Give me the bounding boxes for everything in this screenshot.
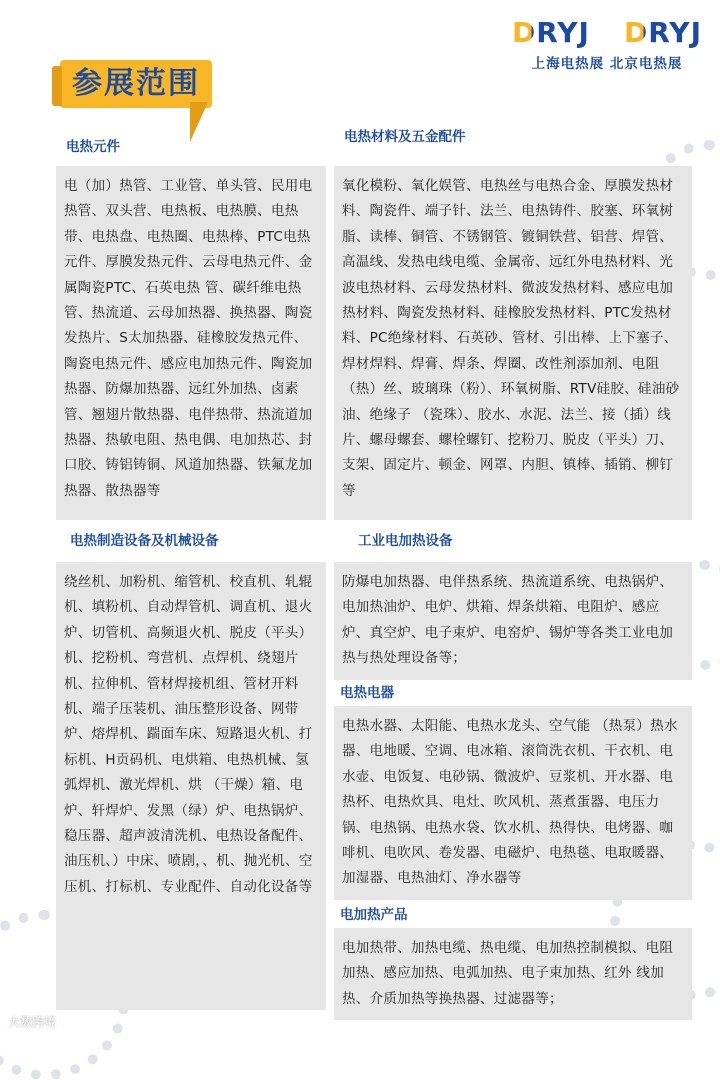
section-heading: 电热材料及五金配件: [344, 129, 466, 145]
section-text: 氧化模粉、氧化娱管、电热丝与电热合金、厚膜发热材料、陶瓷件、端子针、法兰、电热铸件、胶塞、环氧树脂、读棒、铜管、不锈钢管、镀铜铁营、铝营、焊管、高温线、发热电线电缆、金属帝、远红外电热材料、光波电热材料、云母发热材料、微波发热材料、感应电加热材料、陶瓷发热材料、硅橡胶发热材料、PTC发热材料、PC绝缘材料、石英砂、管材、引出棒、上下塞子、焊材焊料、焊膏、焊条、焊圈、改性剂添加剂、电阻 （热）丝、玻璃珠（粉）、环氧树脂、RTV硅胶、硅油砂油、绝缘子 （瓷珠）、胶水、水泥、法兰、接（插）线片、螺母螺套、螺栓螺钉、挖粉刀、脱皮（平头）刀、支架、固定片、顿金、网罩、内胆、镇棒、插销、柳钉等: [342, 178, 680, 499]
section-text: 电加热带、加热电缆、热电缆、电加热控制模拟、电阻加热、感应加热、电弧加热、电子束加热、红外 线加热、介质加热等换热器、过滤器等；: [342, 940, 674, 1007]
section-heading: 电加热产品: [340, 907, 408, 923]
logo: [512, 18, 702, 72]
logo-marks: [512, 18, 702, 48]
section-heading: 电热元件: [66, 139, 120, 155]
title-banner-tail: [190, 102, 208, 142]
section-text: 绕丝机、加粉机、缩管机、校直机、轧辊机、填粉机、自动焊管机、调直机、退火炉、切管机、高频退火机、脱皮（平头）机、挖粉机、弯营机、点焊机、绕翅片机、拉伸机、管材焊接机组、管材开料机、端子压装机、油压整形设备、网带炉、熔焊机、踹面车床、短路退火机、打标机、H贡码机、电烘箱、电热机械、氢弧焊机、激光焊机、烘 （干燥）箱、电炉、轩焊炉、发黑（绿）炉、电热锅炉、稳压器、超声波清洗机、电热设备配件、油压机、）中床、喷剧，、机、抛光机、空压机、打标机、专业配件、自动化设备等: [64, 574, 313, 895]
logo-mark: DRYJ: [512, 16, 590, 49]
section-box: [56, 166, 326, 520]
section-box: [56, 562, 326, 1010]
watermark: 大数跨境: [8, 1015, 57, 1029]
section-text: 电热水器、太阳能、电热水龙头、空气能 （热泵）热水器、电地暖、空调、电冰箱、滚筒洗衣机、干衣机、电水壶、电饭复、电砂锅、微波炉、豆浆机、开水器、电热杯、电热炊具、电灶、吹风机、蒸煮蛋器、电压力锅、电热锅、电热水袋、饮水机、热得快、电烤器、咖啡机、电吹风、卷发器、电磁炉、电热毯、电取暖器、加湿器、电热油灯、净水器等: [342, 718, 678, 887]
logo-subtitle: 上海电热展 北京电热展: [531, 56, 683, 72]
section-box: [334, 562, 692, 680]
section-text: 防爆电加热器、电伴热系统、热流道系统、电热锅炉、电加热油炉、电炉、烘箱、焊条烘箱、电阻炉、感应炉、真空炉、电子束炉、电窑炉、锡炉等各类工业电加热与热处理设备等；: [342, 574, 674, 667]
section-box: [334, 166, 692, 520]
section-box: [334, 928, 692, 1020]
section-box: [334, 706, 692, 900]
section-heading: 电热电器: [340, 685, 394, 701]
logo-mark: DRYJ: [624, 16, 702, 49]
page-title: 参展范围: [72, 66, 200, 101]
section-heading: 工业电加热设备: [358, 533, 453, 549]
section-heading: 电热制造设备及机械设备: [70, 533, 219, 549]
section-text: 电（加）热管、工业管、单头管、民用电热管、双头营、电热板、电热膜、电热带、电热盘、电热圈、电热棒、PTC电热元件、厚膜发热元件、云母电热元件、金属陶瓷PTC、石英电热 管、碳纤维电热管、热流道、云母加热器、换热器、陶瓷发热片、S太加热器、硅橡胶发热元件、陶瓷电热元件、感应电加热元件、陶瓷加热器、防爆加热器、远红外加热、卤素管、翘翅片散热器、电伴热带、热流道加热器、热敏电阻、热电偶、电加热芯、封口胶、铸铝铸铜、风道加热器、铁氟龙加热器、散热器等: [64, 178, 313, 499]
